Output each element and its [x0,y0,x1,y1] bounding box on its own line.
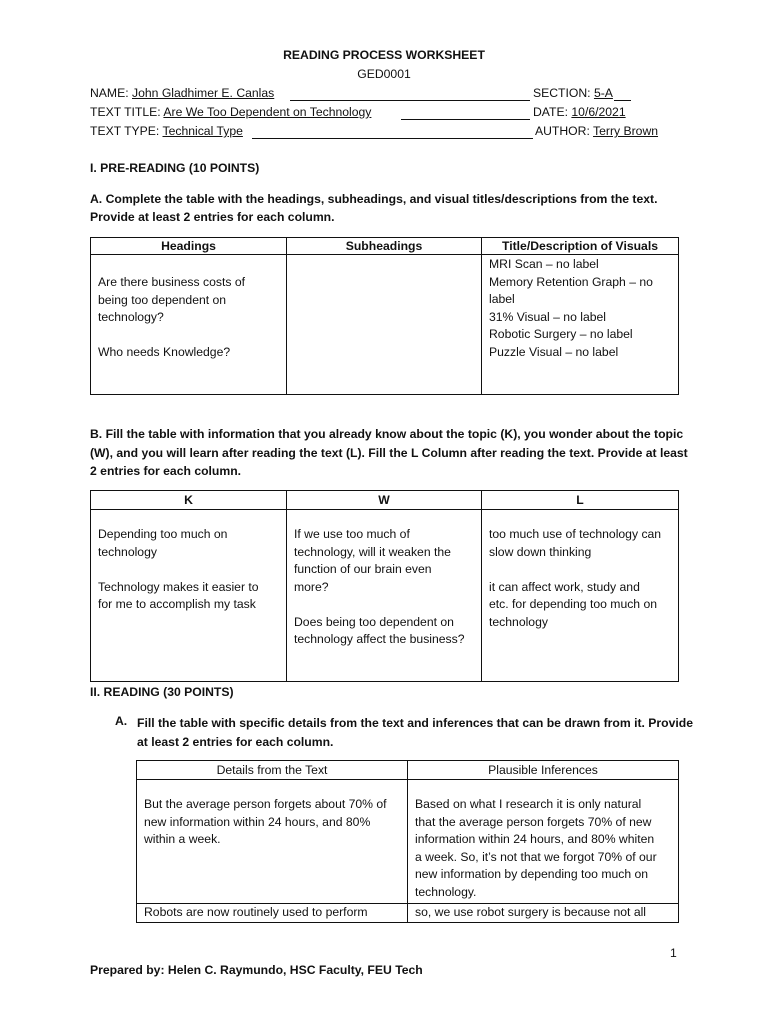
heading-entry: being too dependent on [98,292,227,307]
reading-header-details: Details from the Text [137,761,408,780]
w-entry: If we use too much of [294,527,410,541]
table-a-subheadings-cell [287,255,482,395]
instruction-b [90,425,690,481]
inference-line: information within 24 hours, and 80% whiten [415,832,655,846]
inference-line: a week. So, it’s not that we forgot 70% of our [415,849,657,864]
reading-instruction [137,714,697,751]
reading-details-cell-1 [137,780,408,904]
inference-line: technology. [415,884,477,899]
text-type-label: TEXT TYPE: [90,124,160,138]
inference-line: Based on what I research it is only natural [415,797,642,811]
text-type-row [90,124,243,138]
reading-details-cell-2: Robots are now routinely used to perform [137,904,408,923]
instruction-a-line-1: A. Complete the table with the headings, subheadings, and visual titles/descriptions from the text. [90,192,658,206]
section-underline [614,100,631,101]
visual-entry: MRI Scan – no label [489,257,599,271]
kwl-w-cell [287,510,482,682]
author-label: AUTHOR: [535,124,590,138]
w-entry: technology, will it weaken the [294,544,451,559]
text-title-underline [401,119,530,120]
visual-entry: Puzzle Visual – no label [489,344,619,359]
table-a-header-subheadings: Subheadings [287,238,482,255]
l-entry: too much use of technology can [489,527,662,541]
date-label: DATE: [533,105,568,119]
detail-line: new information within 24 hours, and 80% [144,814,371,829]
page-number: 1 [670,946,677,960]
k-entry: for me to accomplish my task [98,597,256,611]
reading-inferences-cell-2: so, we use robot surgery is because not all [408,904,679,923]
k-entry: technology [98,544,157,559]
text-title-value: Are We Too Dependent on Technology [163,105,372,119]
name-label: NAME: [90,86,129,100]
course-code: GED0001 [357,67,411,81]
table-a-visuals-cell [482,255,679,395]
kwl-header-k: K [91,491,287,510]
name-value: John Gladhimer E. Canlas [132,86,275,100]
reading-instruction-marker: A. [115,714,128,728]
instruction-b-line-2: (W), and you will learn after reading the text (L). Fill the L Column after reading the text. Provide at least [90,445,688,460]
heading-entry: Are there business costs of [98,275,245,289]
author-value: Terry Brown [593,124,659,138]
inference-line: new information by depending too much on [415,867,649,881]
kwl-l-cell [482,510,679,682]
table-a-header-visuals: Title/Description of Visuals [482,238,679,255]
instruction-a [90,190,690,226]
table-a-headings-cell [91,255,287,395]
text-type-value: Technical Type [162,124,243,138]
pre-reading-heading: I. PRE-READING (10 POINTS) [90,161,260,175]
l-entry: etc. for depending too much on [489,597,658,611]
k-entry: Depending too much on [98,527,228,541]
date-value: 10/6/2021 [571,105,626,119]
w-entry: function of our brain even [294,562,432,576]
visual-entry: Robotic Surgery – no label [489,327,633,341]
w-entry: technology affect the business? [294,632,465,646]
instruction-b-line-3: 2 entries for each column. [90,464,242,478]
kwl-header-w: W [287,491,482,510]
table-a-header-headings: Headings [91,238,287,255]
name-underline [290,100,530,101]
reading-instruction-line-2: at least 2 entries for each column. [137,734,334,749]
kwl-header-l: L [482,491,679,510]
reading-heading: II. READING (30 POINTS) [90,685,234,699]
pre-reading-table [90,237,679,395]
section-label: SECTION: [533,86,591,100]
reading-inferences-cell-1 [408,780,679,904]
text-title-row [90,105,371,119]
l-entry: slow down thinking [489,544,592,559]
w-entry: more? [294,579,329,594]
instruction-a-line-2: Provide at least 2 entries for each column. [90,210,335,224]
l-entry: it can affect work, study and [489,579,640,594]
author-row [535,124,658,138]
instruction-b-line-1: B. Fill the table with information that you already know about the topic (K), you wonder about the topic [90,427,684,441]
text-title-label: TEXT TITLE: [90,105,161,119]
detail-line: But the average person forgets about 70% of [144,797,387,811]
kwl-k-cell [91,510,287,682]
reading-header-inferences: Plausible Inferences [408,761,679,780]
kwl-table [90,490,679,682]
k-entry: Technology makes it easier to [98,579,259,594]
name-row [90,86,274,100]
visual-entry: Memory Retention Graph – no [489,274,653,289]
heading-entry: Who needs Knowledge? [98,345,231,359]
date-row [533,105,626,119]
inference-line: that the average person forgets 70% of new [415,814,652,829]
worksheet-title: READING PROCESS WORKSHEET [283,48,485,62]
visual-entry: label [489,292,515,306]
l-entry: technology [489,614,548,629]
detail-line: within a week. [144,832,221,846]
section-row [533,86,613,100]
heading-entry: technology? [98,310,164,324]
section-value: 5-A [593,86,613,100]
text-type-underline [252,138,533,139]
prepared-by: Prepared by: Helen C. Raymundo, HSC Faculty, FEU Tech [90,963,423,977]
reading-table [136,760,679,923]
reading-instruction-line-1: Fill the table with specific details from the text and inferences that can be drawn from it. Provide [137,716,694,730]
w-entry: Does being too dependent on [294,614,454,629]
visual-entry: 31% Visual – no label [489,309,606,324]
